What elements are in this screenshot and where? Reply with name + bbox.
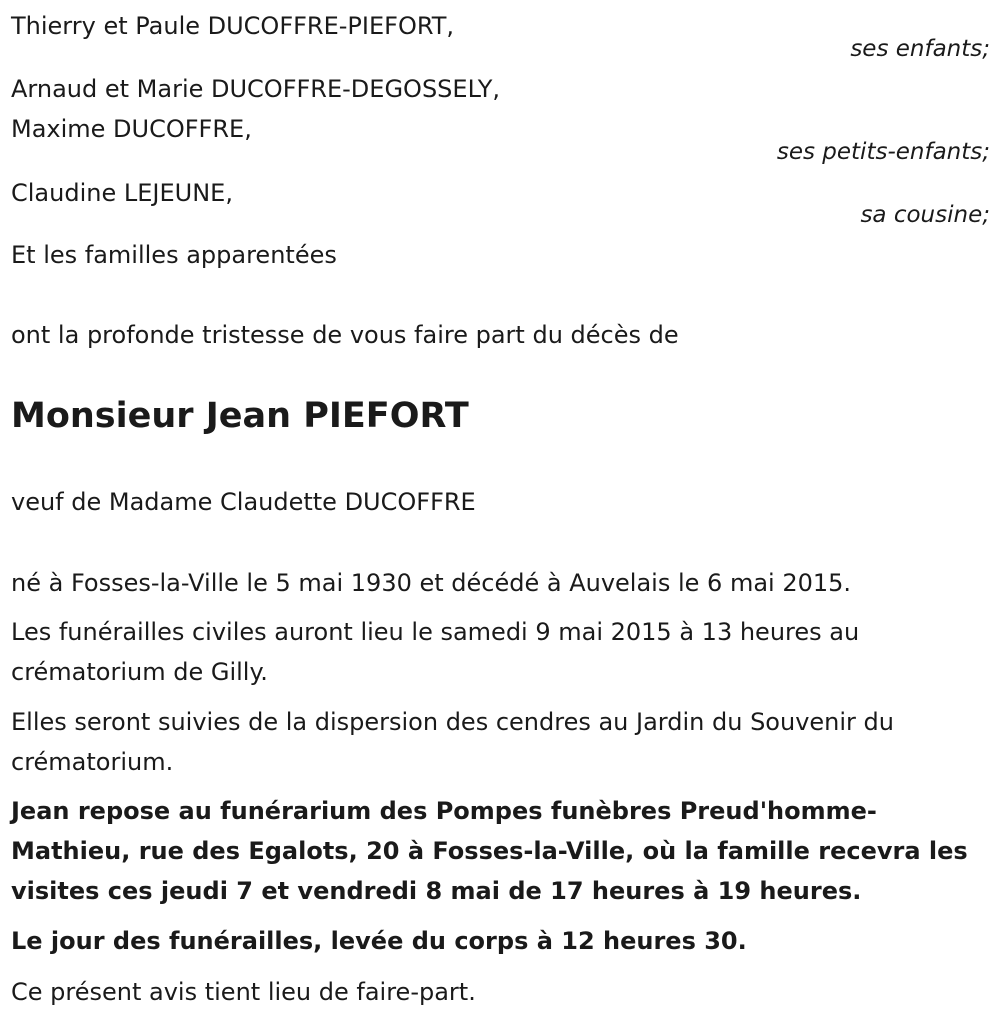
closing-line: Ce présent avis tient lieu de faire-part. bbox=[11, 978, 476, 1006]
widower-line: veuf de Madame Claudette DUCOFFRE bbox=[11, 488, 476, 516]
funeral-ceremony: Les funérailles civiles auront lieu le samedi 9 mai 2015 à 13 heures au crématorium de Gilly. bbox=[11, 618, 860, 686]
grandchildren-role: ses petits-enfants; bbox=[776, 139, 990, 165]
visitation-info: Jean repose au funérarium des Pompes funèbres Preud'homme-Mathieu, rue des Egalots, 20 à Fosses-la-Ville, où la famille recevra les visites ces jeudi 7 et vendredi 8 mai de 17 heures à 19 heures. bbox=[11, 797, 968, 905]
children-role: ses enfants; bbox=[850, 36, 990, 62]
announcement-text: ont la profonde tristesse de vous faire part du décès de bbox=[11, 321, 679, 349]
deceased-name: Monsieur Jean PIEFORT bbox=[11, 396, 469, 436]
grandchild-line-1: Arnaud et Marie DUCOFFRE-DEGOSSELY, bbox=[11, 75, 501, 103]
children-names: Thierry et Paule DUCOFFRE-PIEFORT, bbox=[11, 12, 455, 40]
departure-info: Le jour des funérailles, levée du corps à 12 heures 30. bbox=[11, 927, 747, 955]
birth-death-line: né à Fosses-la-Ville le 5 mai 1930 et décédé à Auvelais le 6 mai 2015. bbox=[11, 569, 852, 597]
relatives-line: Et les familles apparentées bbox=[11, 241, 337, 269]
ashes-dispersion: Elles seront suivies de la dispersion des cendres au Jardin du Souvenir du crématorium. bbox=[11, 708, 894, 776]
cousin-name: Claudine LEJEUNE, bbox=[11, 179, 233, 207]
cousin-role: sa cousine; bbox=[860, 202, 990, 228]
grandchild-line-2: Maxime DUCOFFRE, bbox=[11, 115, 252, 143]
